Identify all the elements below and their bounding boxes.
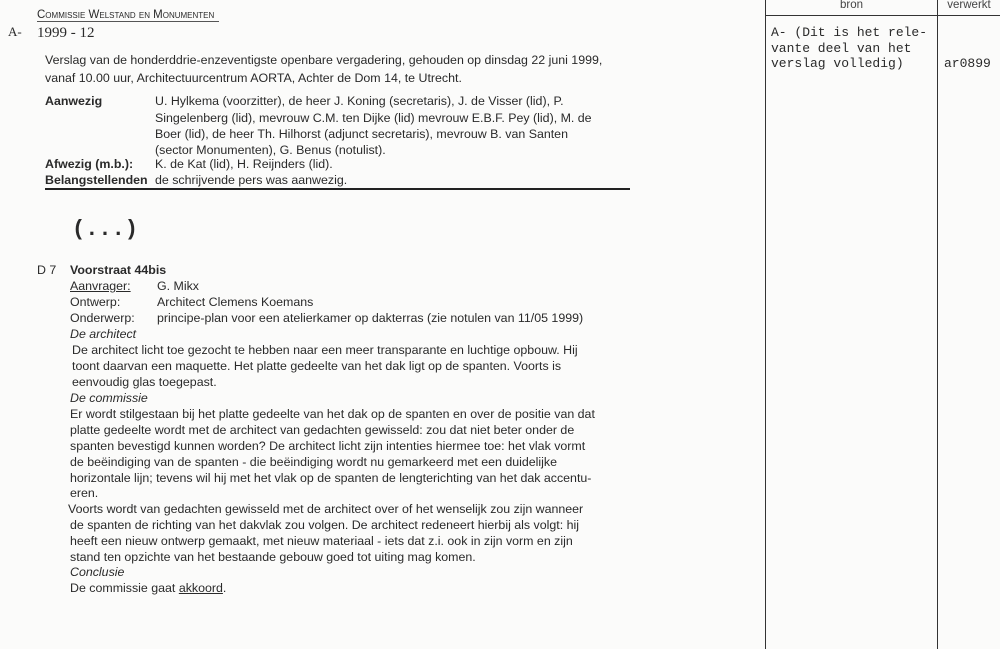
present-label: Aanwezig: [45, 94, 103, 108]
commission-line: eren.: [70, 486, 99, 500]
intro-line: Verslag van de honderddrie-enzeventigste openbare vergadering, gehouden op dinsdag 22 juni 1999,: [45, 53, 603, 67]
commission-line: platte gedeelte wordt met de architect van gedachten gewisseld: zou dat niet beter onder de: [70, 423, 575, 437]
architect-line: De architect licht toe gezocht te hebben naar een meer transparante en luchtige opbouw. Hij: [72, 343, 578, 357]
commission-heading: De commissie: [70, 391, 148, 405]
intro-line: vanaf 10.00 uur, Architectuurcentrum AORTA, Achter de Dom 14, te Utrecht.: [45, 71, 462, 85]
commission-line: Voorts wordt van gedachten gewisseld met de architect over of het wenselijk zou zijn wanneer: [68, 502, 584, 516]
conclusion-verdict: akkoord: [178, 581, 223, 595]
omission-marker: (...): [72, 217, 139, 242]
commission-line: de spanten de richting van het dakvlak zou volgen. De architect redeneert hierbij als volgt: hij: [70, 518, 580, 532]
org-underline: [37, 21, 219, 22]
conclusion-text: [70, 580, 226, 596]
commission-line: stand ten opzichte van het bestaande gebouw goed tot uiting mag komen.: [70, 550, 476, 564]
field-label: Onderwerp:: [70, 311, 135, 325]
column-header-source: bron: [839, 0, 864, 11]
item-title: Voorstraat 44bis: [70, 263, 167, 277]
margin-mark: A-: [8, 24, 22, 39]
architect-line: toont daarvan een maquette. Het platte gedeelte van het dak ligt op de spanten. Voorts is: [72, 359, 562, 373]
report-number: 1999 - 12: [37, 25, 95, 41]
commission-line: Er wordt stilgestaan bij het platte gedeelte van het dak op de spanten en over de positie van dat: [70, 407, 595, 421]
absent-value: K. de Kat (lid), H. Reijnders (lid).: [155, 157, 333, 171]
conclusion-heading: Conclusie: [70, 565, 125, 579]
source-line: vante deel van het: [771, 41, 912, 56]
header-rule: [45, 188, 630, 190]
field-value: Architect Clemens Koemans: [157, 295, 314, 309]
conclusion-prefix: De commissie gaat: [70, 581, 179, 595]
interested-label: Belangstellenden: [45, 173, 148, 187]
table-header-rule: [765, 15, 1000, 16]
conclusion-suffix: .: [222, 581, 227, 595]
present-line: U. Hylkema (voorzitter), de heer J. Koning (secretaris), J. de Visser (lid), P.: [155, 94, 564, 108]
field-value: G. Mikx: [157, 279, 199, 293]
interested-value: de schrijvende pers was aanwezig.: [155, 173, 348, 187]
architect-line: eenvoudig glas toegepast.: [72, 375, 217, 389]
table-border-middle: [937, 0, 938, 649]
commission-line: heeft een nieuw ontwerp gemaakt, met nieuw materiaal - iets dat z.i. ook in zijn vorm en zijn: [70, 534, 573, 548]
commission-line: de beëindiging van de spanten - die beëindiging wordt nu gemarkeerd met een duidelijke: [70, 455, 558, 469]
field-label: Ontwerp:: [70, 295, 121, 309]
commission-line: horizontale lijn; tevens wil hij met het vlak op de spanten de lengterichting van het dak accentu-: [70, 471, 592, 485]
commission-line: spanten bevestigd kunnen worden? De architect licht zijn intenties hiermee toe: het vlak vormt: [70, 439, 586, 453]
source-line: verslag volledig): [771, 56, 904, 71]
item-code: D 7: [37, 263, 57, 277]
column-header-processed: verwerkt: [947, 0, 991, 11]
absent-label: Afwezig (m.b.):: [45, 157, 134, 171]
present-line: (sector Monumenten), G. Benus (notulist).: [155, 143, 386, 157]
organization-name: Commissie Welstand en Monumenten: [37, 9, 215, 21]
field-value: principe-plan voor een atelierkamer op dakterras (zie notulen van 11/05 1999): [157, 311, 584, 325]
present-line: Singelenberg (lid), mevrouw C.M. ten Dijke (lid) mevrouw E.B.F. Pey (lid), M. de: [155, 111, 592, 125]
architect-heading: De architect: [70, 327, 137, 341]
source-line: A- (Dit is het rele-: [771, 25, 928, 40]
present-line: Boer (lid), de heer Th. Hilhorst (adjunct secretaris), mevrouw B. van Santen: [155, 127, 568, 141]
processed-code: ar0899: [944, 56, 991, 71]
field-label: Aanvrager:: [70, 279, 131, 293]
table-border-left: [765, 0, 766, 649]
